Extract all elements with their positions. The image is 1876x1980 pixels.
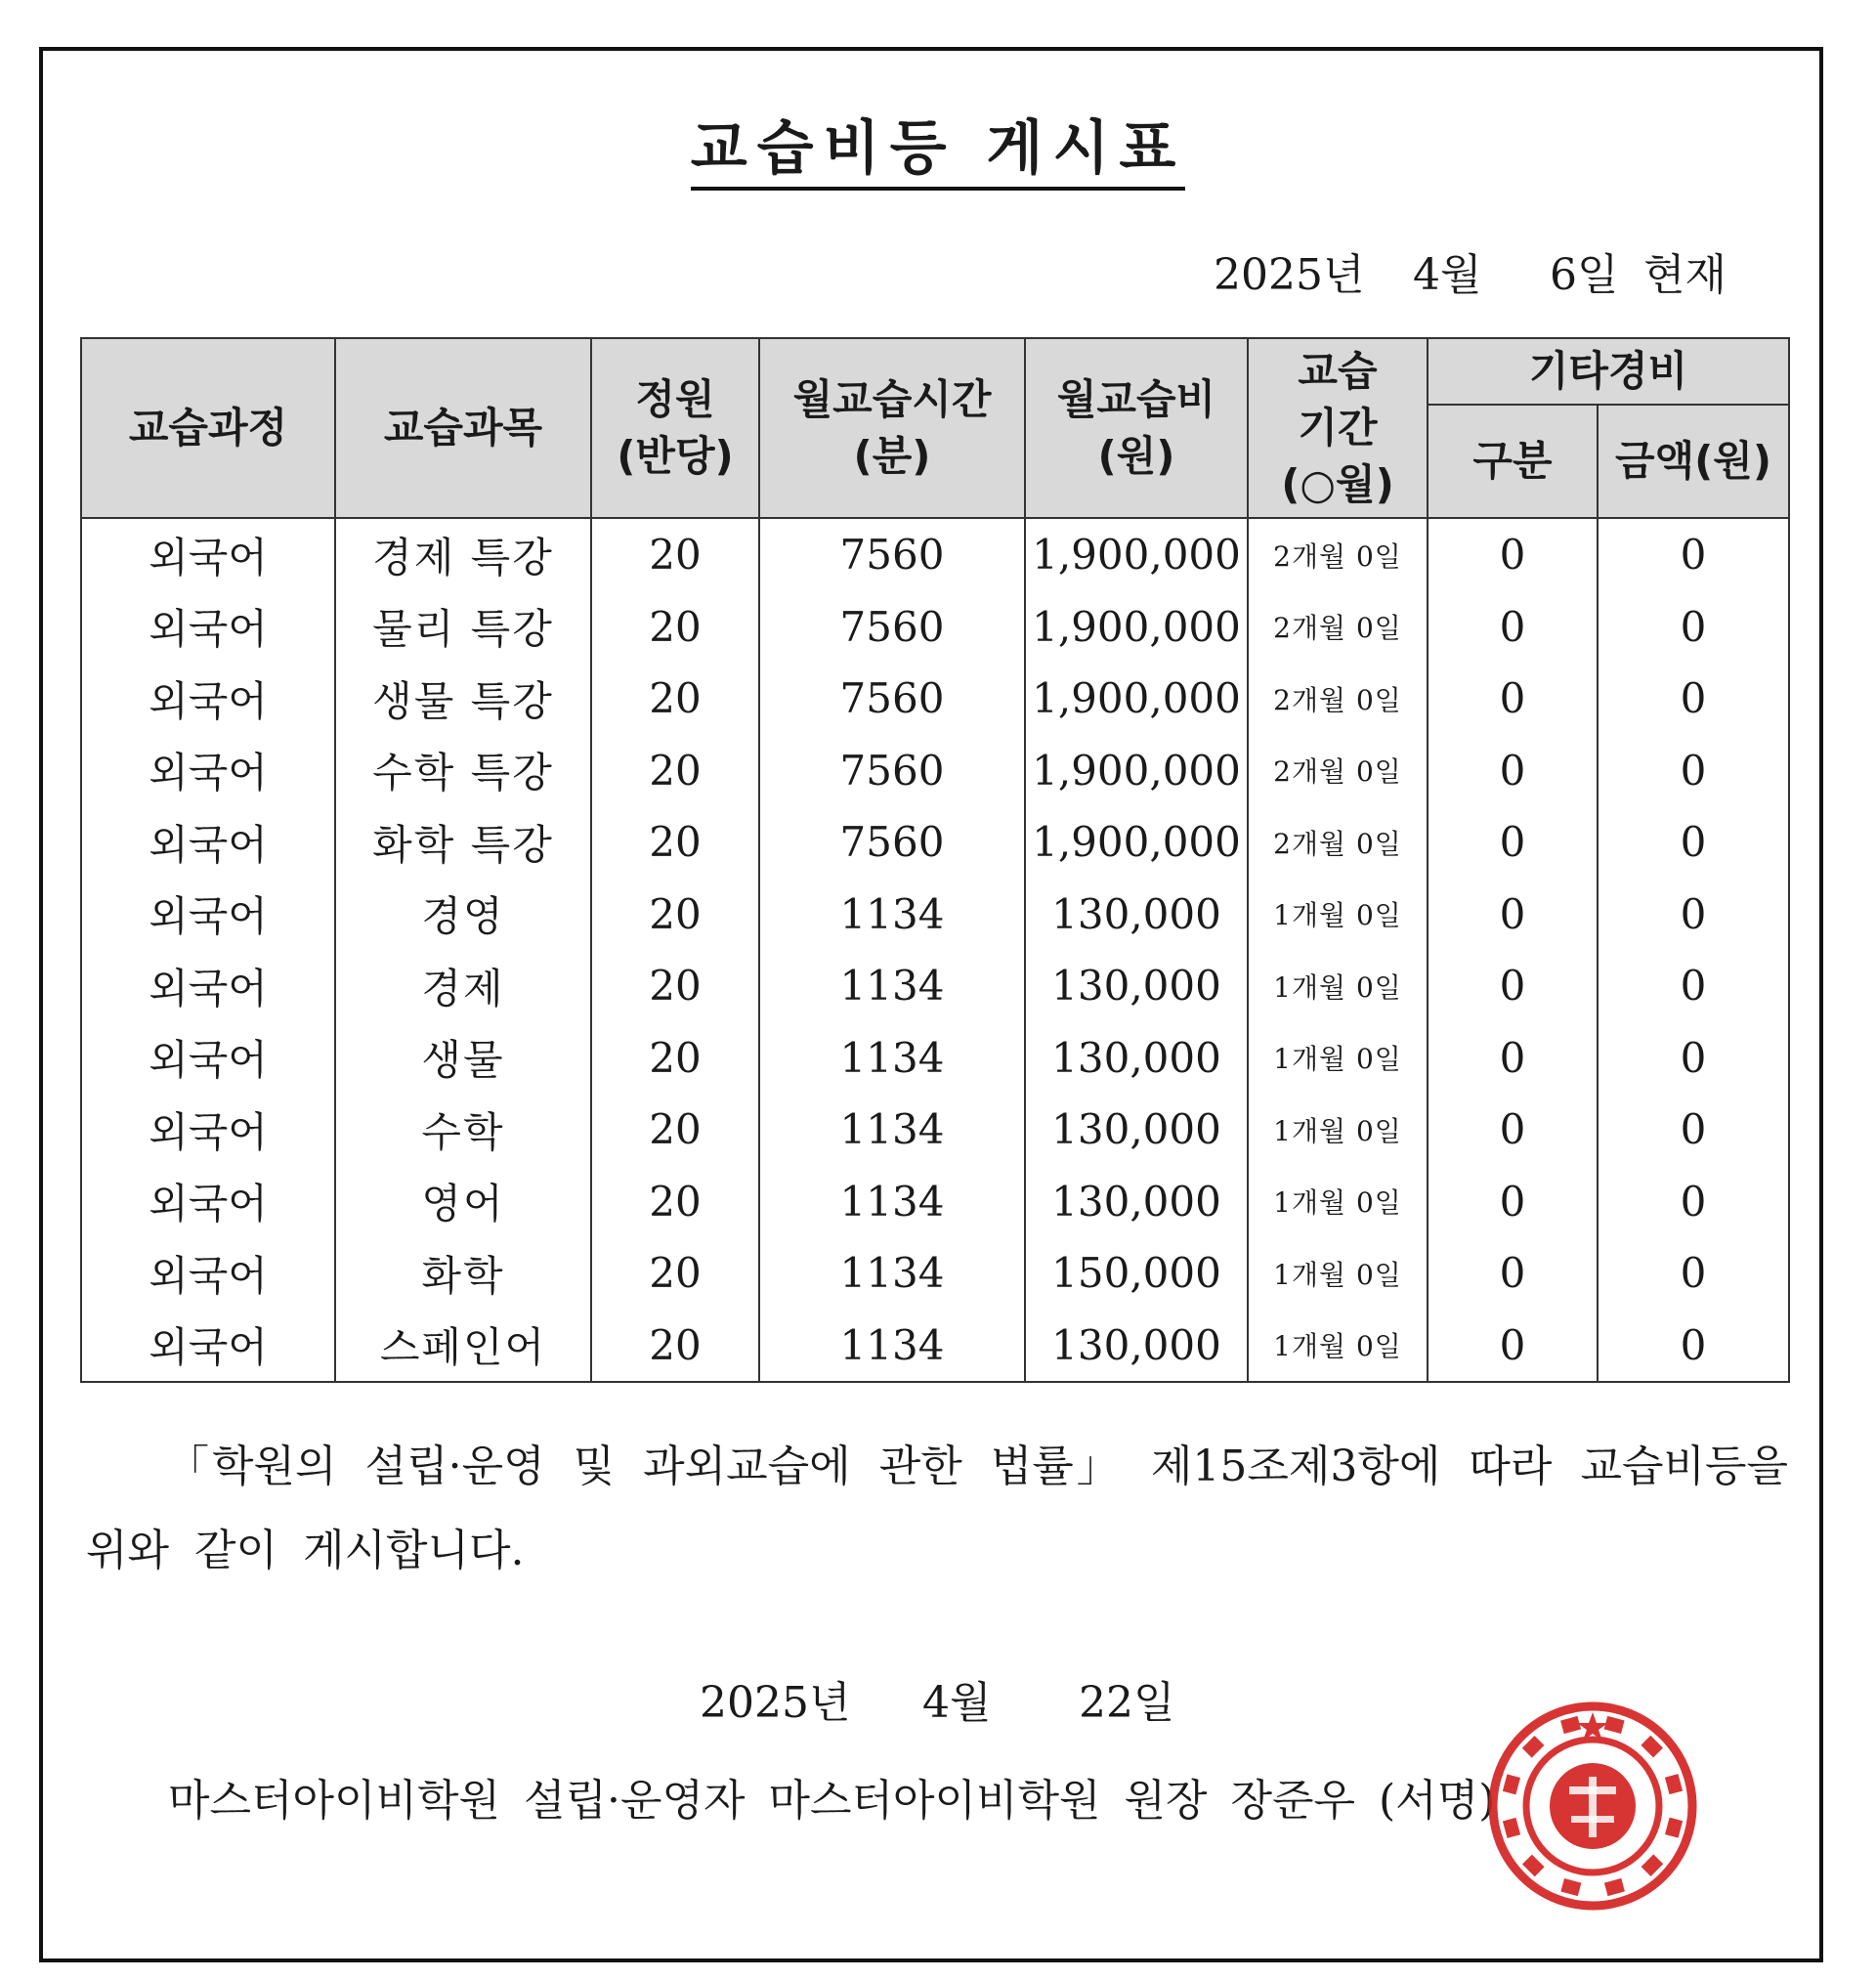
cell-monthly-fee: 1,900,000	[1025, 663, 1248, 735]
cell-capacity: 20	[591, 806, 759, 879]
as-of-date	[1202, 246, 1749, 305]
official-seal-stamp	[1485, 1699, 1700, 1914]
cell-monthly-fee: 130,000	[1025, 1166, 1248, 1238]
tuition-fee-rows	[81, 518, 1789, 1382]
cell-other-type: 0	[1428, 1166, 1598, 1238]
cell-monthly-fee: 130,000	[1025, 1310, 1248, 1383]
header-capacity-line1: 정원	[635, 375, 715, 423]
cell-other-type: 0	[1428, 1310, 1598, 1383]
tuition-fee-table	[80, 337, 1790, 1383]
cell-subject: 생물 특강	[335, 663, 591, 735]
cell-other-amount: 0	[1598, 518, 1789, 591]
cell-course: 외국어	[81, 1310, 335, 1383]
table-row	[81, 1166, 1789, 1238]
header-period-line3: (○월)	[1281, 460, 1394, 508]
header-course: 교습과정	[81, 338, 335, 518]
cell-course: 외국어	[81, 879, 335, 951]
cell-other-amount: 0	[1598, 1237, 1789, 1310]
cell-subject: 영어	[335, 1166, 591, 1238]
cell-monthly-fee: 1,900,000	[1025, 806, 1248, 879]
cell-monthly-minutes: 1134	[759, 1166, 1025, 1238]
document-title-text: 교습비등 게시표	[691, 114, 1186, 191]
cell-capacity: 20	[591, 735, 759, 807]
seal-ring-mark	[1642, 1854, 1664, 1876]
cell-period: 2개월 0일	[1248, 518, 1428, 591]
cell-other-amount: 0	[1598, 591, 1789, 664]
cell-other-amount: 0	[1598, 879, 1789, 951]
table-row	[81, 735, 1789, 807]
signature-day: 22일	[1079, 1678, 1175, 1728]
cell-monthly-minutes: 7560	[759, 591, 1025, 664]
cell-capacity: 20	[591, 591, 759, 664]
cell-other-amount: 0	[1598, 1166, 1789, 1238]
cell-capacity: 20	[591, 1310, 759, 1383]
seal-ring-mark	[1522, 1736, 1545, 1758]
cell-other-type: 0	[1428, 806, 1598, 879]
as-of-month: 4월	[1413, 250, 1482, 300]
cell-monthly-minutes: 1134	[759, 1310, 1025, 1383]
cell-monthly-minutes: 1134	[759, 1094, 1025, 1166]
cell-period: 2개월 0일	[1248, 591, 1428, 664]
cell-monthly-fee: 1,900,000	[1025, 518, 1248, 591]
cell-monthly-fee: 130,000	[1025, 879, 1248, 951]
header-monthly-time-line1: 월교습시간	[792, 375, 992, 423]
cell-course: 외국어	[81, 806, 335, 879]
cell-subject: 수학	[335, 1094, 591, 1166]
legal-notice: 「학원의 설립·운영 및 과외교습에 관한 법률」 제15조제3항에 따라 교습비등을 위와 같이 게시합니다.	[86, 1442, 1788, 1575]
cell-monthly-minutes: 7560	[759, 518, 1025, 591]
cell-course: 외국어	[81, 518, 335, 591]
cell-monthly-minutes: 1134	[759, 950, 1025, 1022]
header-monthly-fee	[1025, 338, 1248, 518]
header-other-type: 구분	[1428, 405, 1598, 518]
header-period-line2: 기간	[1298, 404, 1378, 452]
seal-ring-mark	[1560, 1716, 1581, 1734]
cell-monthly-minutes: 1134	[759, 1022, 1025, 1095]
cell-other-type: 0	[1428, 735, 1598, 807]
cell-capacity: 20	[591, 1237, 759, 1310]
seal-ring-mark	[1503, 1818, 1520, 1838]
seal-ring-mark	[1665, 1774, 1683, 1794]
cell-course: 외국어	[81, 1166, 335, 1238]
cell-monthly-minutes: 1134	[759, 879, 1025, 951]
table-row	[81, 1237, 1789, 1310]
cell-capacity: 20	[591, 1094, 759, 1166]
cell-monthly-fee: 1,900,000	[1025, 735, 1248, 807]
cell-other-type: 0	[1428, 1022, 1598, 1095]
cell-capacity: 20	[591, 1022, 759, 1095]
cell-course: 외국어	[81, 663, 335, 735]
cell-course: 외국어	[81, 1237, 335, 1310]
cell-other-type: 0	[1428, 591, 1598, 664]
cell-period: 1개월 0일	[1248, 1022, 1428, 1095]
seal-ring-mark	[1560, 1878, 1581, 1896]
cell-course: 외국어	[81, 735, 335, 807]
table-row	[81, 950, 1789, 1022]
cell-course: 외국어	[81, 950, 335, 1022]
table-row	[81, 1094, 1789, 1166]
cell-monthly-minutes: 7560	[759, 735, 1025, 807]
cell-other-type: 0	[1428, 1094, 1598, 1166]
cell-monthly-minutes: 1134	[759, 1237, 1025, 1310]
seal-ring-mark	[1604, 1878, 1625, 1896]
header-monthly-fee-line2: (원)	[1097, 432, 1175, 480]
seal-ring-mark	[1503, 1774, 1520, 1794]
signature-month: 4월	[922, 1678, 992, 1728]
cell-monthly-fee: 1,900,000	[1025, 591, 1248, 664]
cell-subject: 경제	[335, 950, 591, 1022]
table-row	[81, 663, 1789, 735]
cell-capacity: 20	[591, 518, 759, 591]
cell-period: 1개월 0일	[1248, 1310, 1428, 1383]
header-subject: 교습과목	[335, 338, 591, 518]
cell-monthly-minutes: 7560	[759, 663, 1025, 735]
cell-period: 2개월 0일	[1248, 735, 1428, 807]
header-other-amount: 금액(원)	[1598, 405, 1789, 518]
cell-course: 외국어	[81, 591, 335, 664]
cell-course: 외국어	[81, 1022, 335, 1095]
cell-capacity: 20	[591, 879, 759, 951]
header-period-line1: 교습	[1298, 347, 1378, 395]
cell-other-type: 0	[1428, 663, 1598, 735]
header-monthly-time-line2: (분)	[853, 432, 931, 480]
cell-capacity: 20	[591, 1166, 759, 1238]
cell-other-type: 0	[1428, 1237, 1598, 1310]
cell-other-amount: 0	[1598, 1094, 1789, 1166]
header-monthly-fee-line1: 월교습비	[1056, 375, 1216, 423]
header-capacity-line2: (반당)	[617, 432, 734, 480]
cell-other-amount: 0	[1598, 1310, 1789, 1383]
cell-monthly-fee: 130,000	[1025, 1022, 1248, 1095]
cell-course: 외국어	[81, 1094, 335, 1166]
seal-ring-mark	[1665, 1818, 1683, 1838]
table-row	[81, 806, 1789, 879]
cell-subject: 화학	[335, 1237, 591, 1310]
cell-other-amount: 0	[1598, 735, 1789, 807]
table-row	[81, 518, 1789, 591]
as-of-suffix: 현재	[1643, 250, 1727, 300]
signer-line: 마스터아이비학원 설립·운영자 마스터아이비학원 원장 장준우 (서명)	[168, 1776, 1496, 1826]
signature-date	[684, 1669, 1231, 1738]
cell-other-amount: 0	[1598, 806, 1789, 879]
seal-ring-mark	[1522, 1855, 1545, 1877]
cell-period: 2개월 0일	[1248, 806, 1428, 879]
cell-other-amount: 0	[1598, 950, 1789, 1022]
as-of-day: 6일	[1550, 250, 1619, 300]
cell-monthly-fee: 130,000	[1025, 1094, 1248, 1166]
cell-period: 1개월 0일	[1248, 950, 1428, 1022]
cell-other-type: 0	[1428, 518, 1598, 591]
seal-ring-mark	[1604, 1716, 1625, 1734]
signature-year: 2025년	[700, 1678, 851, 1728]
header-period	[1248, 338, 1428, 518]
cell-subject: 스페인어	[335, 1310, 591, 1383]
cell-subject: 화학 특강	[335, 806, 591, 879]
cell-subject: 생물	[335, 1022, 591, 1095]
cell-capacity: 20	[591, 950, 759, 1022]
cell-period: 1개월 0일	[1248, 1237, 1428, 1310]
cell-subject: 물리 특강	[335, 591, 591, 664]
cell-other-type: 0	[1428, 879, 1598, 951]
cell-subject: 경영	[335, 879, 591, 951]
cell-capacity: 20	[591, 663, 759, 735]
table-row	[81, 1310, 1789, 1383]
seal-ring-mark	[1641, 1736, 1663, 1758]
cell-subject: 수학 특강	[335, 735, 591, 807]
cell-monthly-minutes: 7560	[759, 806, 1025, 879]
table-row	[81, 1022, 1789, 1095]
table-row	[81, 879, 1789, 951]
header-capacity	[591, 338, 759, 518]
cell-other-type: 0	[1428, 950, 1598, 1022]
cell-other-amount: 0	[1598, 663, 1789, 735]
cell-subject: 경제 특강	[335, 518, 591, 591]
as-of-year: 2025년	[1214, 250, 1365, 300]
cell-period: 1개월 0일	[1248, 879, 1428, 951]
cell-monthly-fee: 130,000	[1025, 950, 1248, 1022]
header-other-expenses: 기타경비	[1428, 338, 1789, 405]
header-monthly-time	[759, 338, 1025, 518]
document-title	[0, 109, 1876, 188]
cell-monthly-fee: 150,000	[1025, 1237, 1248, 1310]
table-row	[81, 591, 1789, 664]
cell-period: 2개월 0일	[1248, 663, 1428, 735]
cell-period: 1개월 0일	[1248, 1094, 1428, 1166]
cell-period: 1개월 0일	[1248, 1166, 1428, 1238]
cell-other-amount: 0	[1598, 1022, 1789, 1095]
